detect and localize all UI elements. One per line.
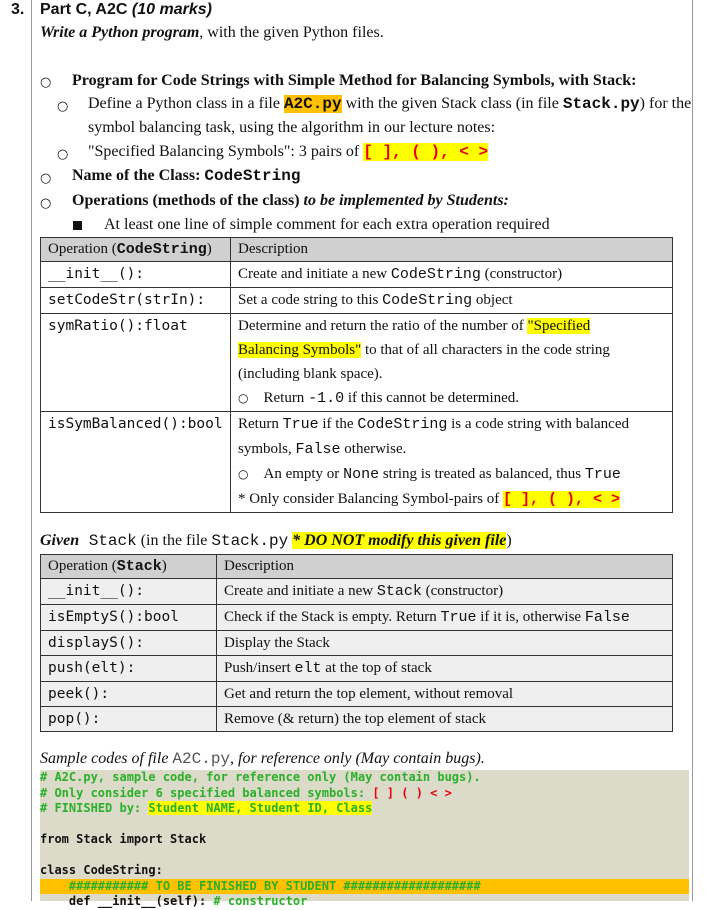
question-title: Part C, A2C: [40, 1, 128, 18]
header-description: Description: [217, 555, 673, 579]
symbol-pairs: [ ], ( ), < >: [363, 143, 489, 161]
do-not-modify-warning: * DO NOT modify this given file: [292, 532, 507, 549]
desc-code: True: [282, 416, 319, 433]
instruction-bold: Write a Python program: [40, 24, 200, 41]
stack-op: __init__():: [41, 579, 217, 605]
desc-highlight: "Specified: [527, 318, 591, 334]
operations-label: Operations (methods of the class): [72, 192, 304, 209]
given-text: (in the file: [136, 532, 212, 549]
bullet-define-class: [88, 95, 691, 113]
stack-desc: [217, 579, 673, 605]
sample-caption: [40, 750, 485, 768]
table-row: [41, 412, 673, 513]
desc-code: CodeString: [357, 416, 448, 433]
code-line-blank: [40, 848, 689, 864]
desc-line: [238, 437, 665, 462]
op-setcodestr: setCodeStr(strIn):: [41, 288, 231, 314]
code-symbols: [ ] ( ) < >: [372, 785, 452, 800]
desc-line: [238, 462, 665, 487]
caption-text: , for reference only (May contain bugs).: [230, 750, 485, 767]
op-issymbalanced: isSymBalanced():bool: [41, 412, 231, 513]
bullet-program-title: Program for Code Strings with Simple Method for Balancing Symbols, with Stack:: [72, 72, 637, 89]
question-heading: [40, 1, 212, 19]
table-row: [41, 631, 673, 656]
stack-desc: Remove (& return) the top element of stack: [217, 707, 673, 732]
desc-text: Push/insert: [224, 660, 295, 676]
bullet-circle: ○: [57, 147, 69, 162]
table-row: [41, 262, 673, 288]
desc-text: Check if the Stack is empty. Return: [224, 609, 441, 625]
desc-line: (including blank space).: [238, 366, 383, 382]
header-operation-text: Operation (: [48, 558, 117, 574]
code-comment: # Only consider 6 specified balanced symbols:: [40, 785, 373, 800]
desc-code: -1.0: [308, 390, 345, 407]
table-row: [41, 605, 673, 631]
code-line-blank: [40, 817, 689, 833]
table-row: [41, 682, 673, 707]
given-stack-line: [40, 532, 512, 550]
desc-text: * Only consider Balancing Symbol-pairs of: [238, 491, 503, 507]
desc-text: An empty or: [263, 466, 344, 482]
desc-code: True: [584, 466, 621, 483]
table-row: [41, 288, 673, 314]
header-operation-code: CodeString: [116, 241, 207, 258]
specified-symbols-text: "Specified Balancing Symbols": 3 pairs of: [88, 143, 364, 160]
desc-code: False: [584, 609, 630, 626]
desc-text: (constructor): [421, 583, 504, 599]
sample-code-block: [40, 770, 689, 908]
desc-text: if this cannot be determined.: [344, 390, 520, 406]
desc-text: Determine and return the ratio of the number of: [238, 318, 528, 334]
define-class-line2: symbol balancing task, using the algorithm in our lecture notes:: [88, 119, 496, 136]
symbol-pairs: [ ], ( ), < >: [502, 491, 620, 508]
desc-text: (constructor): [480, 266, 563, 282]
bullet-circle: ○: [238, 391, 249, 405]
code-comment: # constructor: [213, 894, 308, 908]
header-operation-text: Operation (: [48, 241, 117, 257]
codestring-operations-table: [40, 237, 673, 513]
bullet-circle: ○: [57, 99, 69, 114]
desc-symratio: [231, 314, 673, 412]
desc-text: Return: [263, 390, 309, 406]
header-operation: [41, 238, 231, 262]
desc-line: [238, 487, 665, 512]
table-row: [41, 579, 673, 605]
file-a2c-py: A2C.py: [283, 95, 342, 113]
desc-text: otherwise.: [340, 441, 407, 457]
stack-op: isEmptyS():bool: [41, 605, 217, 631]
desc-code: True: [440, 609, 477, 626]
code-line: from Stack import Stack: [40, 832, 207, 846]
desc-code: False: [295, 441, 341, 458]
header-operation-close: ): [161, 558, 167, 574]
stack-op: displayS():: [41, 631, 217, 656]
question-marks: (10 marks): [131, 1, 212, 18]
code-line: [40, 894, 689, 910]
comment-requirement: At least one line of simple comment for each extra operation required: [104, 216, 550, 233]
desc-text: to that of all characters in the code string: [361, 342, 610, 358]
table-header-row: [41, 238, 673, 262]
header-operation-code: Stack: [116, 558, 162, 575]
class-name-label: Name of the Class:: [72, 167, 205, 184]
bullet-circle: ○: [40, 171, 52, 186]
desc-setcodestr: [231, 288, 673, 314]
instruction-line: [40, 24, 384, 42]
operations-italic: to be implemented by Students:: [303, 192, 509, 209]
code-comment: # FINISHED by:: [40, 801, 149, 815]
desc-text: is a code string with balanced: [447, 416, 629, 432]
bullet-class-name: [72, 167, 300, 185]
left-page-border: [31, 0, 32, 901]
stack-op: push(elt):: [41, 656, 217, 682]
instruction-rest: , with the given Python files.: [199, 24, 384, 41]
stack-op: pop():: [41, 707, 217, 732]
code-student-info: Student NAME, Student ID, Class: [148, 801, 373, 815]
desc-line: [238, 412, 665, 437]
bullet-circle: ○: [238, 467, 249, 481]
desc-code: elt: [294, 660, 322, 677]
code-text: def __init__(self):: [40, 894, 214, 908]
header-description: Description: [231, 238, 673, 262]
question-number: 3.: [11, 1, 25, 18]
desc-code: Stack: [376, 583, 422, 600]
desc-text: Create and initiate a new: [238, 266, 391, 282]
desc-text: object: [472, 292, 513, 308]
desc-issymbalanced: [231, 412, 673, 513]
desc-text: Create and initiate a new: [224, 583, 377, 599]
op-init: __init__():: [41, 262, 231, 288]
file-stack-py: Stack.py: [562, 95, 640, 113]
class-name-value: CodeString: [204, 167, 301, 185]
table-row: [41, 314, 673, 412]
caption-text: Sample codes of file: [40, 750, 173, 767]
desc-line: [238, 338, 665, 362]
desc-code: CodeString: [382, 292, 473, 309]
desc-code: CodeString: [390, 266, 481, 283]
bullet-circle: ○: [40, 75, 52, 90]
stack-desc: Get and return the top element, without removal: [217, 682, 673, 707]
stack-desc: [217, 656, 673, 682]
right-page-border: [692, 0, 693, 901]
code-line: [40, 801, 689, 817]
caption-code: A2C.py: [172, 750, 231, 768]
code-line: [40, 786, 689, 802]
define-class-text-mid: with the given Stack class (in file: [341, 95, 563, 112]
desc-highlight: Balancing Symbols": [238, 342, 362, 358]
given-close: ): [506, 532, 512, 549]
header-operation-close: ): [206, 241, 212, 257]
table-header-row: [41, 555, 673, 579]
desc-text: Return: [238, 416, 283, 432]
desc-line: [238, 314, 665, 338]
stack-operations-table: [40, 554, 673, 732]
op-symratio: symRatio():float: [41, 314, 231, 412]
code-line: # A2C.py, sample code, for reference only (May contain bugs).: [40, 770, 481, 784]
desc-text: if it is, otherwise: [476, 609, 585, 625]
stack-op: peek():: [41, 682, 217, 707]
bullet-specified-symbols: [88, 143, 488, 161]
given-file: Stack.py: [211, 532, 289, 550]
desc-text: if the: [318, 416, 358, 432]
header-operation: [41, 555, 217, 579]
table-row: [41, 656, 673, 682]
desc-line: [238, 386, 665, 411]
bullet-operations: [72, 192, 509, 210]
given-stack-class: Stack: [79, 532, 137, 550]
stack-desc: [217, 605, 673, 631]
desc-init: [231, 262, 673, 288]
code-line: class CodeString:: [40, 863, 163, 877]
desc-text: at the top of stack: [321, 660, 432, 676]
desc-text: Set a code string to this: [238, 292, 383, 308]
define-class-text-end: ) for the: [639, 95, 692, 112]
desc-text: symbols,: [238, 441, 296, 457]
bullet-circle: ○: [40, 196, 52, 211]
given-word: Given: [40, 532, 80, 549]
table-row: [41, 707, 673, 732]
code-line: ########### TO BE FINISHED BY STUDENT ###################: [40, 879, 689, 895]
define-class-text: Define a Python class in a file: [88, 95, 284, 112]
stack-desc: Display the Stack: [217, 631, 673, 656]
square-bullet: [73, 221, 82, 230]
desc-text: string is treated as balanced, thus: [379, 466, 585, 482]
desc-code: None: [343, 466, 380, 483]
